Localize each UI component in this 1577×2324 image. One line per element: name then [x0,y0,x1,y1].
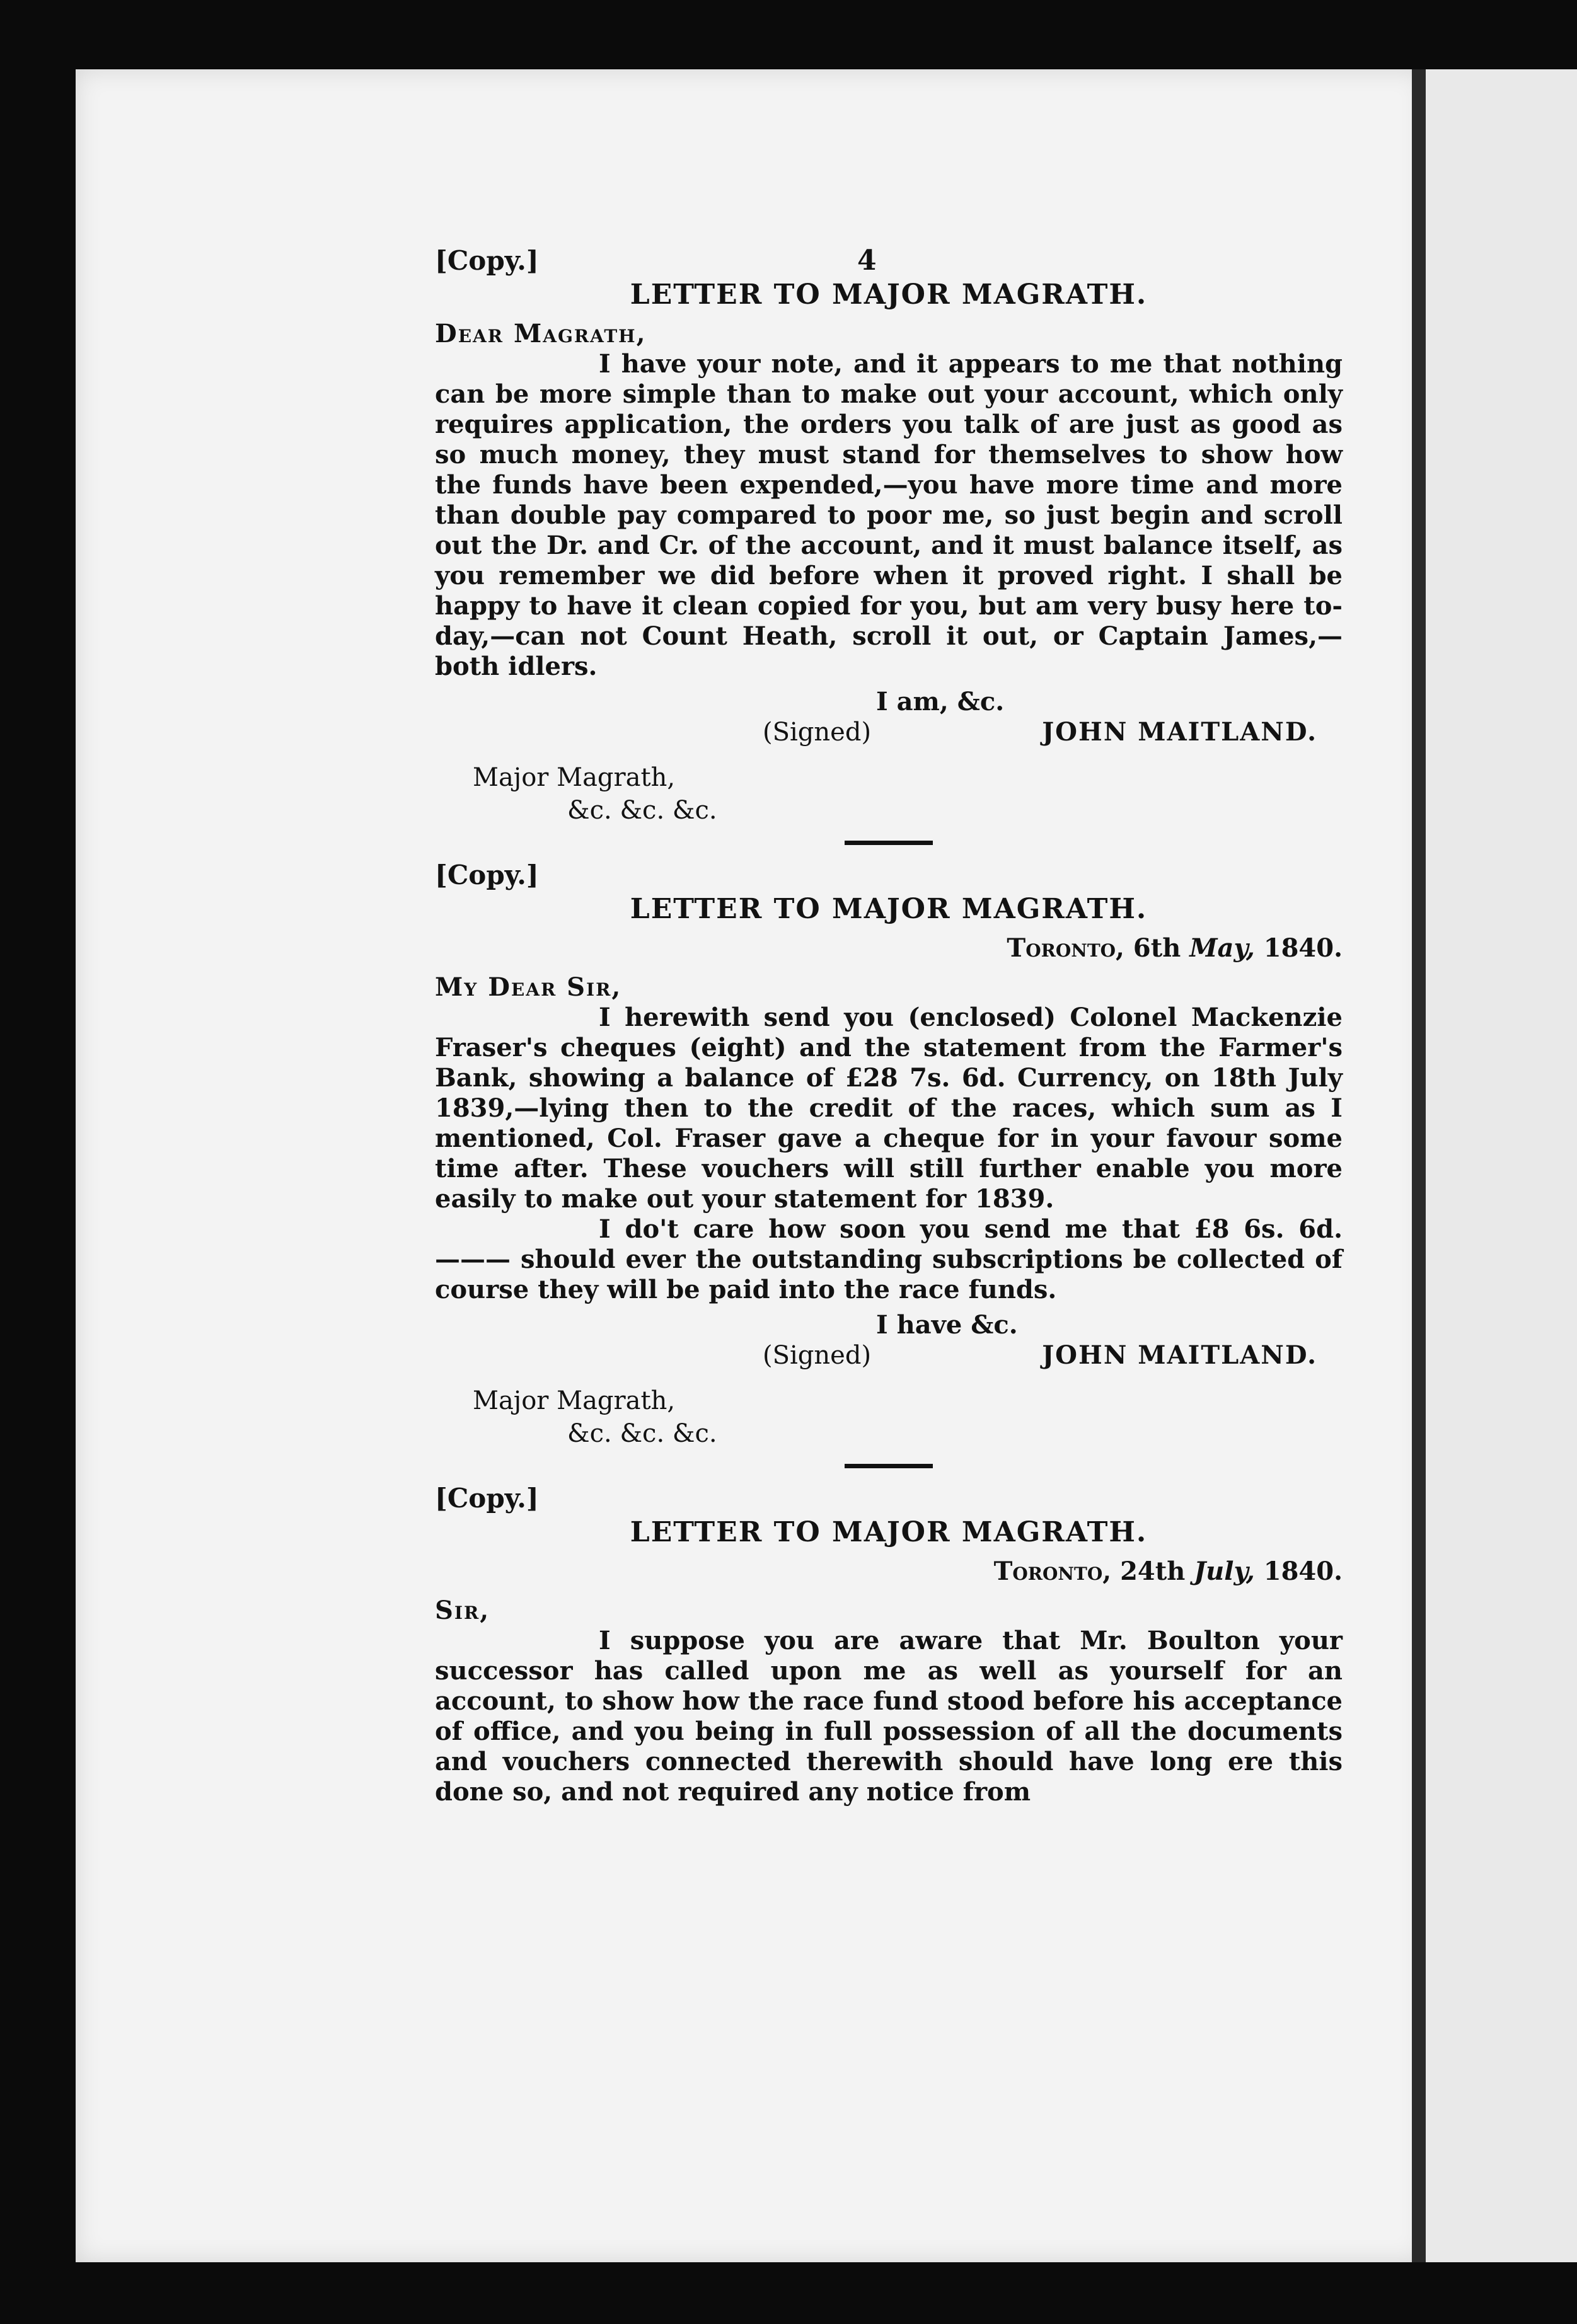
letter-paragraph: I do't care how soon you send me that £8 6s. 6d. ——— should ever the outstanding subscriptions be collected of course they will be paid into the race funds. [435,1214,1343,1304]
date-day: 24th [1120,1556,1186,1586]
signer-name: JOHN MAITLAND. [1042,1340,1317,1370]
copy-label: [Copy.] [435,860,539,890]
page-content [435,233,1343,1807]
addressee-name: Major Magrath, [473,763,676,792]
closing: I am, &c. [876,687,1005,716]
salutation: Dear Magrath, [435,319,647,348]
letter-paragraph: I suppose you are aware that Mr. Boulton your successor has called upon me as well as yourself for an account, to show how the race fund stood before his acceptance of office, and you being in full possession of all the documents and vouchers connected therewith should have long ere this done so, and not required any notice from [435,1626,1343,1807]
addressee-name: Major Magrath, [473,1386,676,1415]
signer-name: JOHN MAITLAND. [1042,717,1317,747]
letter-paragraph: I have your note, and it appears to me that nothing can be more simple than to make out your account, which only requires application, the orders you talk of are just as good as so much money, they must stand for themselves to show how the funds have been expended,—you have more time and more than double pay compared to poor me, so just begin and scroll out the Dr. and Cr. of the account, and it must balance itself, as you remember we did before when it proved right. I shall be happy to have it clean copied for you, but am very busy here to-day,—can not Count Heath, scroll it out, or Captain James,—both idlers. [435,349,1343,681]
letter-date [435,1556,1343,1587]
letter-title: LETTER TO MAJOR MAGRATH. [630,279,1148,311]
addressee-block [435,1384,1343,1450]
addressee-block [435,761,1343,827]
page-number: 4 [857,244,877,277]
letter-3 [435,1483,1343,1807]
date-month: July, [1194,1556,1255,1586]
copy-label: [Copy.] [435,1483,539,1514]
salutation: My Dear Sir, [435,972,622,1002]
salutation: Sir, [435,1596,490,1625]
letter-title: LETTER TO MAJOR MAGRATH. [630,893,1148,925]
date-place: Toronto, [993,1556,1112,1586]
closing: I have &c. [876,1310,1018,1340]
date-place: Toronto, [1007,933,1124,963]
date-day: 6th [1133,933,1181,963]
section-divider [845,841,933,845]
date-year: 1840. [1263,933,1343,963]
signature-line [435,1340,1343,1371]
section-divider [845,1464,933,1468]
signed-label: (Signed) [763,718,872,747]
signature-line [435,717,1343,747]
date-year: 1840. [1263,1556,1343,1586]
letter-title: LETTER TO MAJOR MAGRATH. [630,1516,1148,1548]
letter-date [435,933,1343,964]
signed-label: (Signed) [763,1341,872,1370]
letter-1 [435,246,1343,845]
addressee-etc: &c. &c. &c. [567,1419,717,1448]
copy-label: [Copy.] [435,245,539,276]
letter-paragraph: I herewith send you (enclosed) Colonel Mackenzie Fraser's cheques (eight) and the statement from the Farmer's Bank, showing a balance of £28 7s. 6d. Currency, on 18th July 1839,—lying then to the credit of the races, which sum as I mentioned, Col. Fraser gave a cheque for in your favour some time after. These vouchers will still further enable you more easily to make out your statement for 1839. [435,1003,1343,1214]
date-month: May, [1189,933,1255,963]
facing-page-edge [1412,69,1577,2262]
addressee-etc: &c. &c. &c. [567,796,717,825]
letter-2 [435,860,1343,1468]
